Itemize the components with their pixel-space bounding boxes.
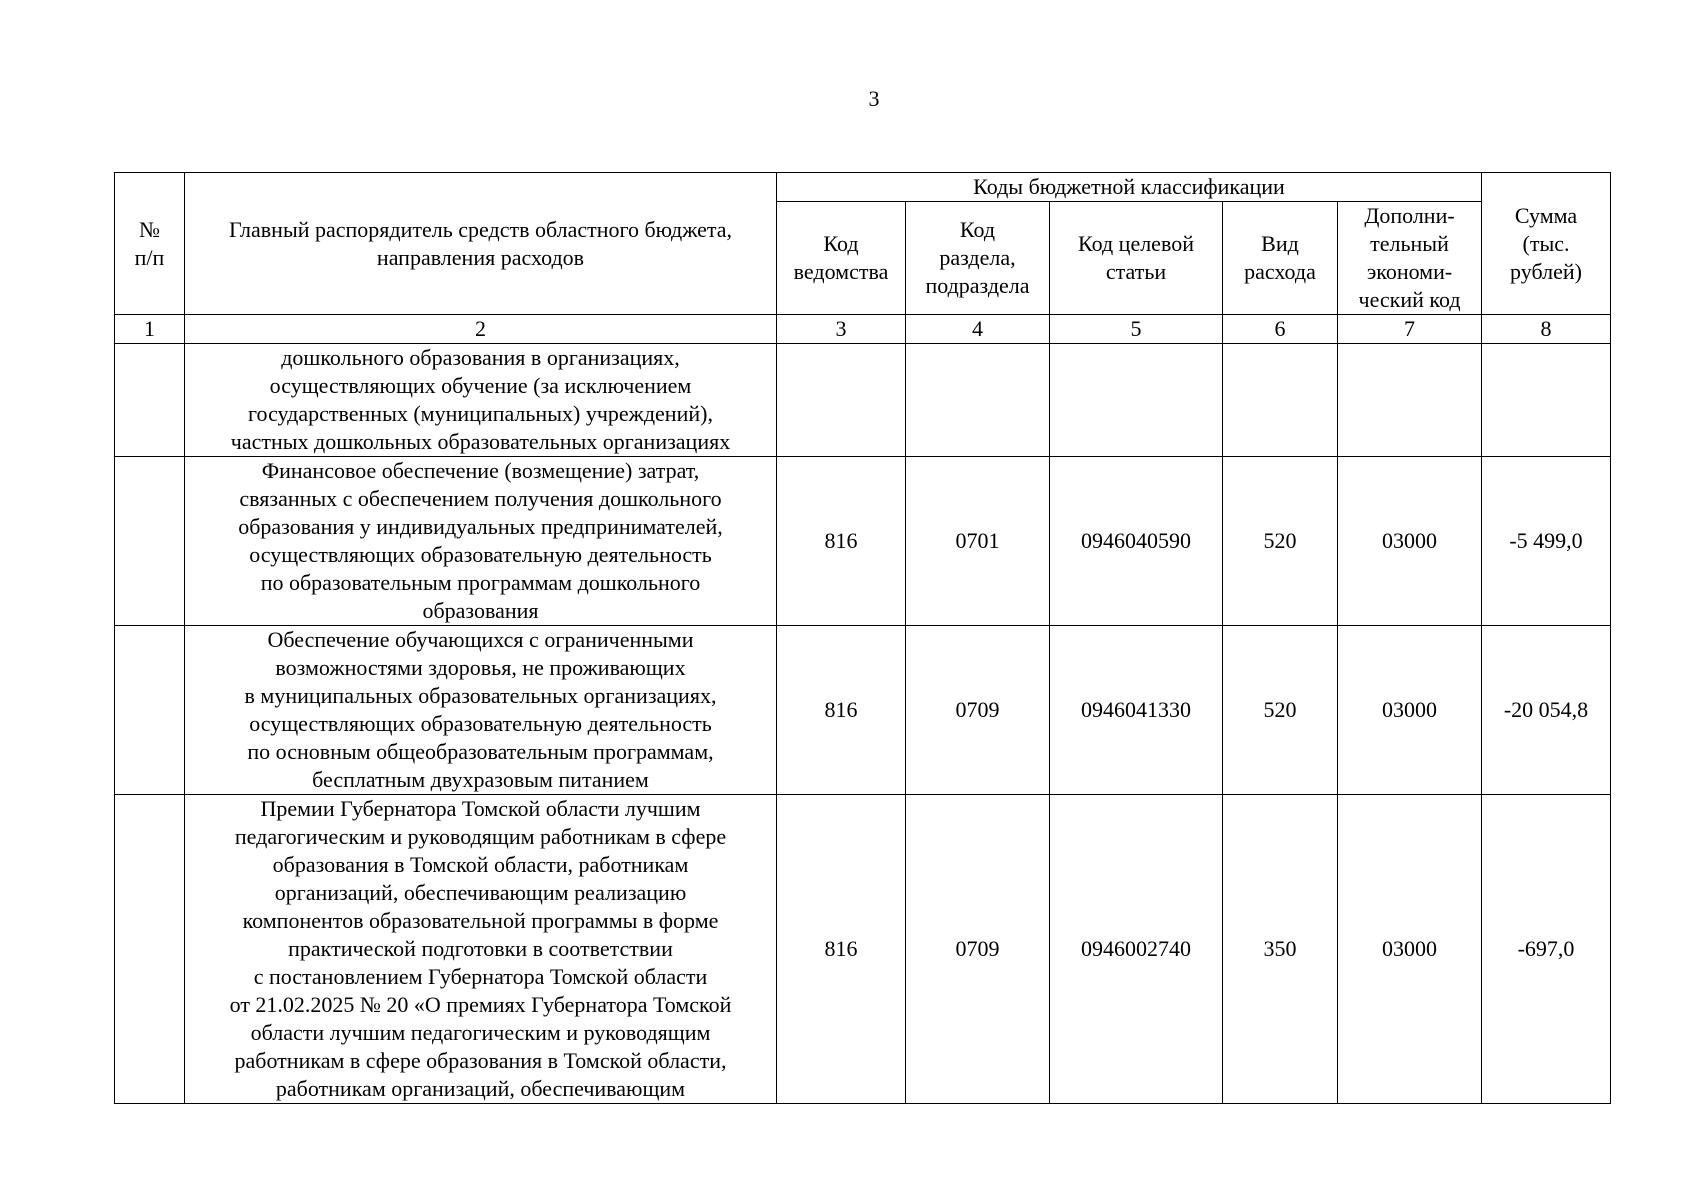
celevaya-cell: 0946040590 [1050,457,1223,626]
vid-cell: 520 [1223,626,1338,795]
column-number: 4 [906,315,1050,344]
vid-cell [1223,344,1338,457]
budget-table [114,172,1611,1104]
summa-cell: -20 054,8 [1482,626,1611,795]
celevaya-cell [1050,344,1223,457]
vid-cell: 350 [1223,795,1338,1104]
header-num: № п/п [115,173,185,315]
column-numbers-row [115,315,1611,344]
column-number: 5 [1050,315,1223,344]
header-group-codes: Коды бюджетной классификации [777,173,1482,202]
column-number: 1 [115,315,185,344]
vedomstvo-cell: 816 [777,795,906,1104]
column-number: 2 [185,315,777,344]
header-vid: Вид расхода [1223,202,1338,315]
column-number: 3 [777,315,906,344]
table-row [115,795,1611,1104]
summa-cell: -697,0 [1482,795,1611,1104]
razdel-cell: 0709 [906,626,1050,795]
razdel-cell: 0709 [906,795,1050,1104]
header-razdel: Код раздела, подраздела [906,202,1050,315]
dop-code-cell: 03000 [1338,795,1482,1104]
row-num-cell [115,344,185,457]
celevaya-cell: 0946041330 [1050,626,1223,795]
summa-cell [1482,344,1611,457]
column-number: 7 [1338,315,1482,344]
razdel-cell: 0701 [906,457,1050,626]
dop-code-cell: 03000 [1338,457,1482,626]
row-num-cell [115,457,185,626]
header-main: Главный распорядитель средств областного бюджета, направления расходов [185,173,777,315]
vedomstvo-cell: 816 [777,457,906,626]
row-description-cell: Премии Губернатора Томской области лучшим педагогическим и руководящим работникам в сфере образования в Томской области, работникам организаций, обеспечивающим реализацию компонентов образовательной программы в форме практической подготовки в соответствии с постановлением Губернатора Томской области от 21.02.2025 № 20 «О премиях Губернатора Томской области лучшим педагогическим и руководящим работникам в сфере образования в Томской области, работникам организаций, обеспечивающим [185,795,777,1104]
summa-cell: -5 499,0 [1482,457,1611,626]
header-row-1 [115,173,1611,202]
dop-code-cell [1338,344,1482,457]
row-description-cell: дошкольного образования в организациях, осуществляющих обучение (за исключением государственных (муниципальных) учреждений), частных дошкольных образовательных организациях [185,344,777,457]
row-num-cell [115,795,185,1104]
celevaya-cell: 0946002740 [1050,795,1223,1104]
header-vedomstvo: Код ведомства [777,202,906,315]
row-num-cell [115,626,185,795]
vedomstvo-cell: 816 [777,626,906,795]
row-description-cell: Обеспечение обучающихся с ограниченными возможностями здоровья, не проживающих в муниципальных образовательных организациях, осуществляющих образовательную деятельность по основным общеобразовательным программам, бесплатным двухразовым питанием [185,626,777,795]
table-row [115,457,1611,626]
vedomstvo-cell [777,344,906,457]
column-number: 6 [1223,315,1338,344]
row-description-cell: Финансовое обеспечение (возмещение) затрат, связанных с обеспечением получения дошкольного образования у индивидуальных предпринимателей, осуществляющих образовательную деятельность по образовательным программам дошкольного образования [185,457,777,626]
header-dop: Дополни- тельный экономи- ческий код [1338,202,1482,315]
page-number: 3 [868,86,880,111]
table-row [115,626,1611,795]
dop-code-cell: 03000 [1338,626,1482,795]
table-row [115,344,1611,457]
header-summa: Сумма (тыс. рублей) [1482,173,1611,315]
vid-cell: 520 [1223,457,1338,626]
header-celevaya: Код целевой статьи [1050,202,1223,315]
column-number: 8 [1482,315,1611,344]
razdel-cell [906,344,1050,457]
